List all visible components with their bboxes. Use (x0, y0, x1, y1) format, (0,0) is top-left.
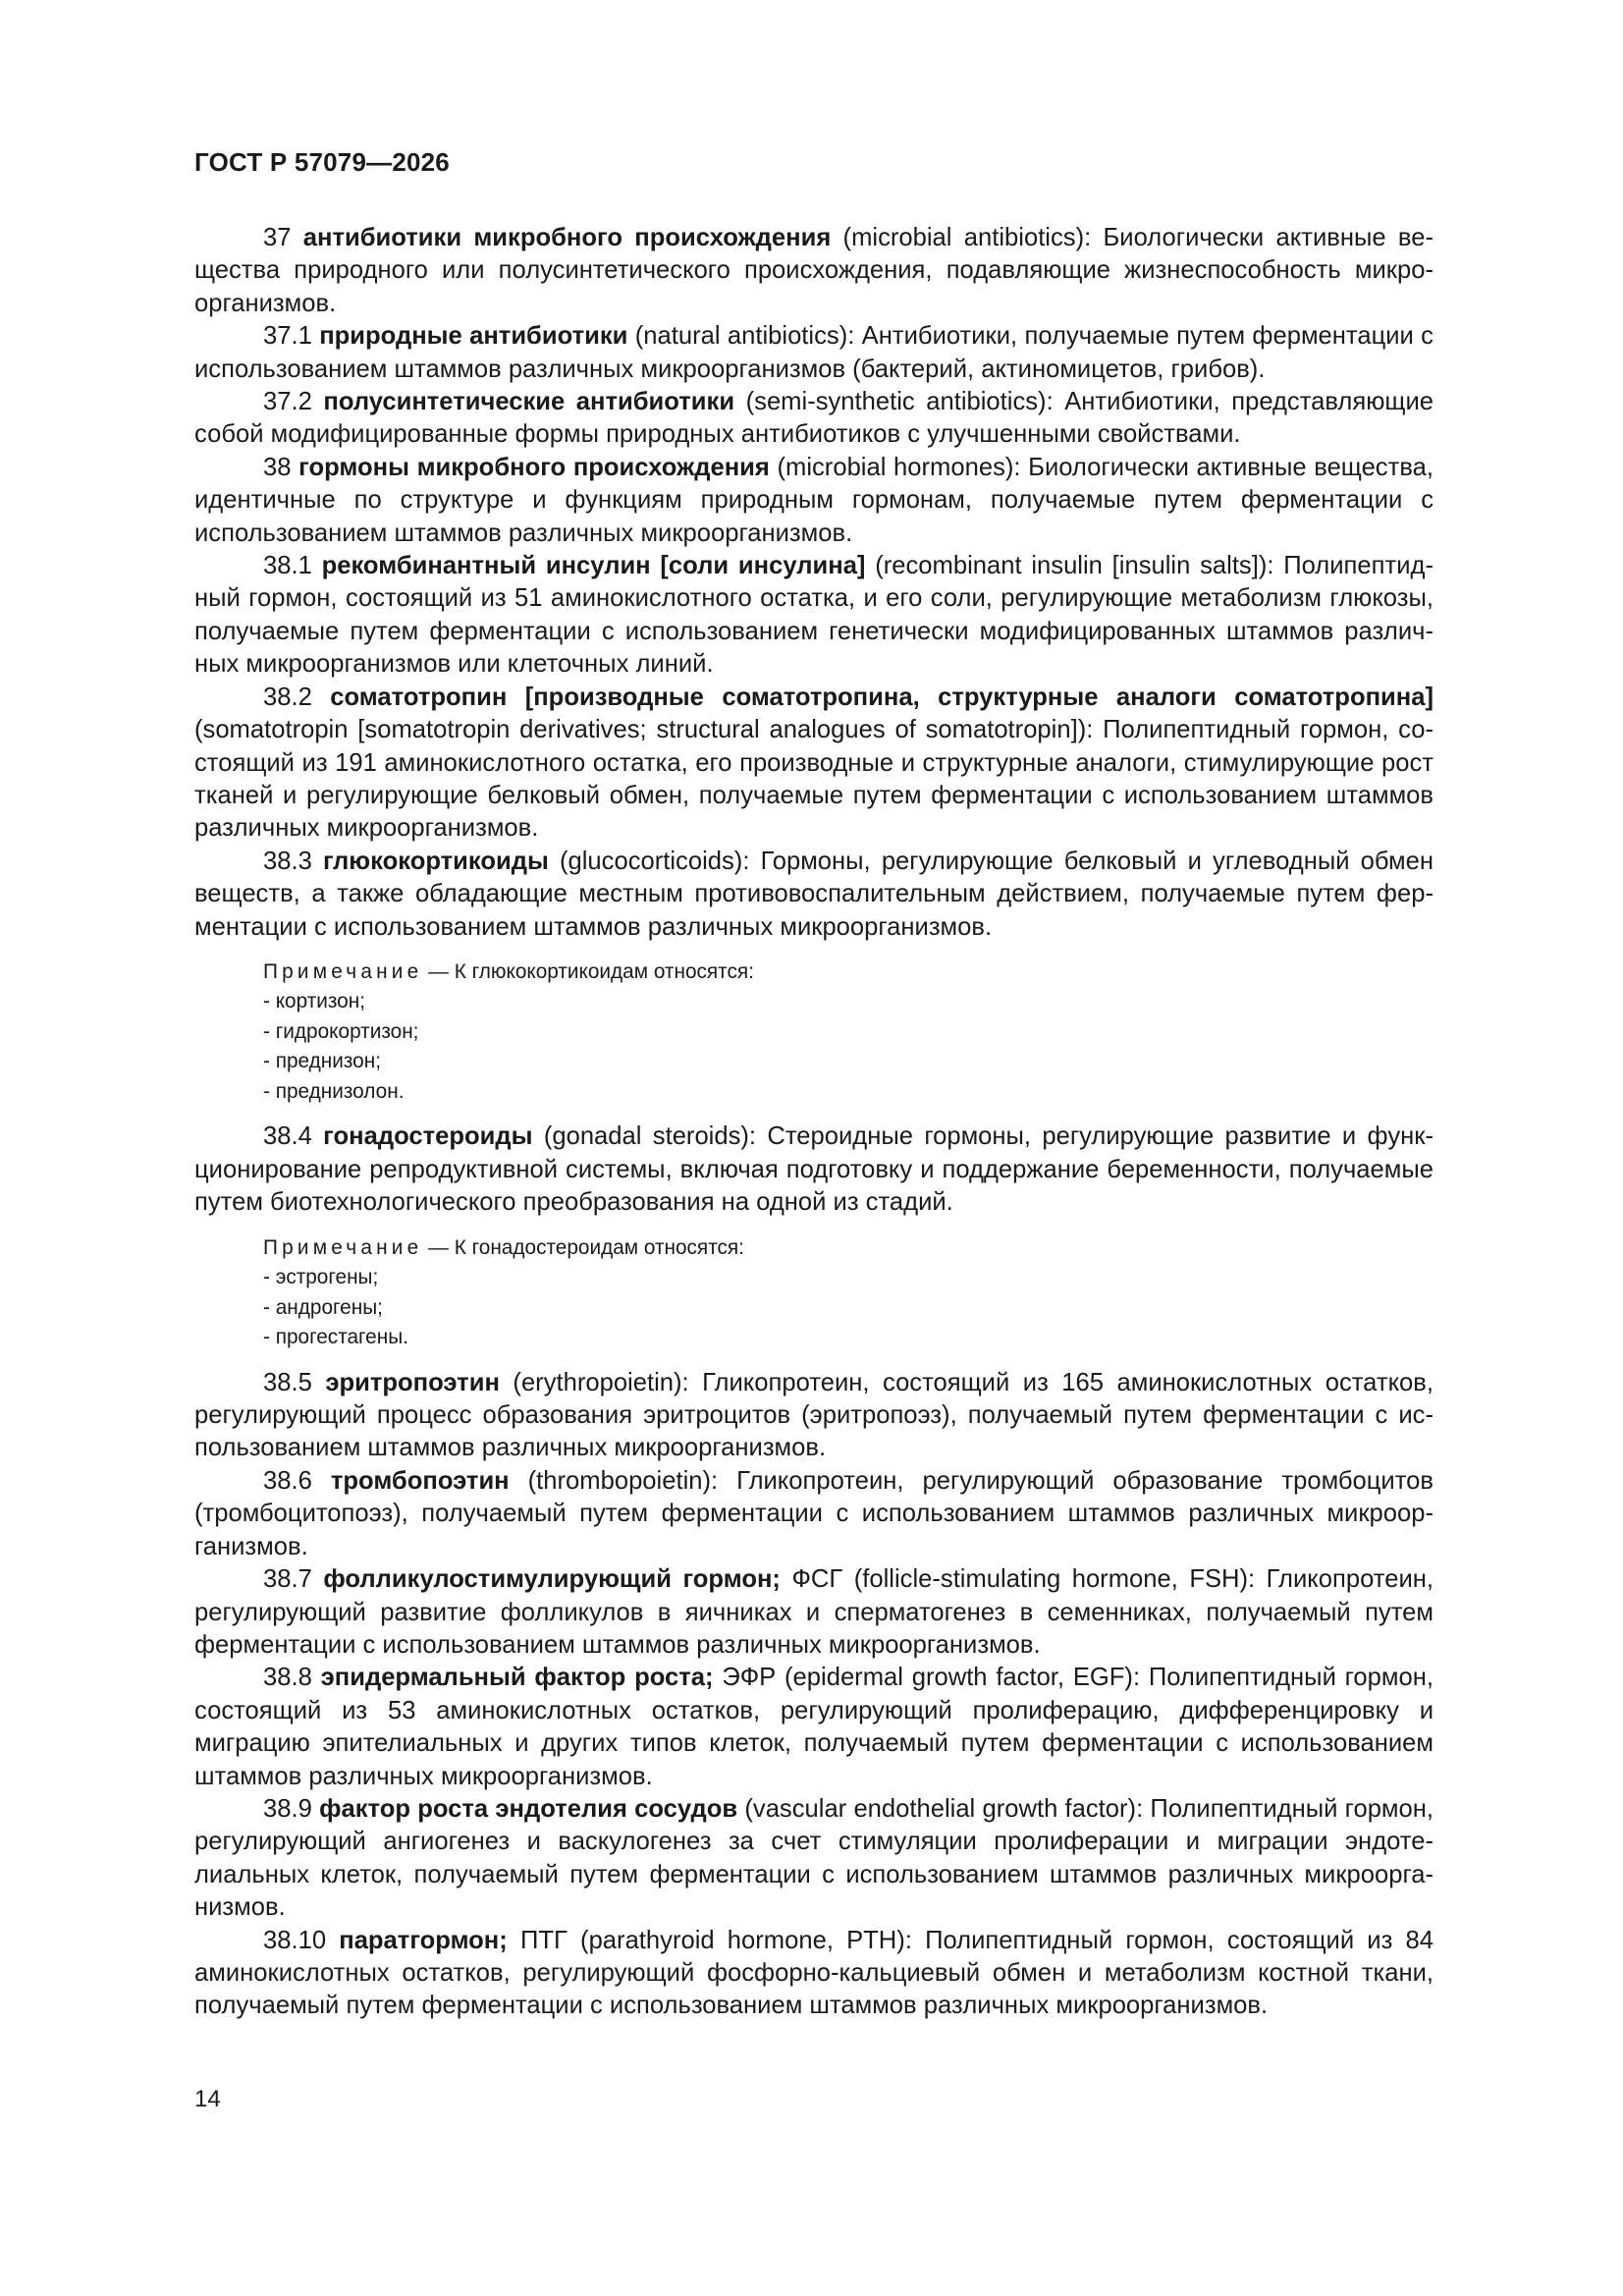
standard-header: ГОСТ Р 57079—2026 (194, 147, 450, 177)
entry-definition: (thrombopoietin): Гликопротеин, регулирующий образование тромбоцитов (тромбоцитопоэз), получаемый путем ферментации с использованием штаммов различных микроорганизмов. (194, 1466, 1434, 1560)
note-heading (263, 957, 1434, 988)
entry-number: 38.2 (263, 683, 312, 711)
entry-definition: (microbial antibiotics): Биологически активные вещества природного или полусинтетического происхождения, подавляющие жизнеспособность микроорганизмов. (194, 224, 1434, 317)
term-entry-38-9 (194, 1793, 1434, 1925)
entry-definition: (erythropoietin): Гликопротеин, состоящий из 165 аминокислотных остатков, регулирующий процесс образования эритроцитов (эритропоэз), получаемый путем ферментации с использованием штаммов различных микроорганизмов. (194, 1368, 1434, 1462)
term-entry-37-2 (194, 386, 1434, 452)
term-entry-38-8 (194, 1662, 1434, 1793)
entry-term: фолликулостимулирующий гормон; (323, 1565, 781, 1594)
note-list-item: - гидрокортизон; (263, 1019, 419, 1043)
document-body (194, 222, 1434, 2023)
entry-definition: (somatotropin [somatotropin derivatives; structural analogues of somatotropin]): Полипептидный гормон, состоящий из 191 аминокислотного остатка, его производные и структурные аналоги, стимулирующие рост тканей и регулирующие белковый обмен, получаемые путем ферментации с использованием штаммов различных микроорганизмов. (194, 716, 1434, 843)
term-entry-38-3 (194, 846, 1434, 944)
note-gonadal-steroids (263, 1233, 1434, 1353)
note-list-item: - андрогены; (263, 1295, 383, 1319)
note-list-item: - преднизолон. (263, 1079, 405, 1103)
entry-term: природные антибиотики (319, 322, 628, 351)
note-heading (263, 1233, 1434, 1264)
term-entry-38-4 (194, 1121, 1434, 1219)
entry-number: 37 (263, 224, 292, 251)
entry-term: эпидермальный фактор роста; (320, 1664, 714, 1692)
term-entry-38-5 (194, 1367, 1434, 1465)
entry-number: 38.10 (263, 1926, 327, 1954)
term-entry-38-7 (194, 1563, 1434, 1662)
entry-number: 37.1 (263, 322, 312, 351)
entry-term: эритропоэтин (325, 1368, 500, 1396)
entry-term: гормоны микробного происхождения (298, 453, 770, 481)
entry-term: полусинтетические антибиотики (323, 388, 735, 416)
entry-definition: (vascular endothelial growth factor): Полипептидный гормон, регулирующий ангиогенез и васкулогенез за счет стимуляции пролиферации и миграции эндотелиальных клеток, получаемый путем ферментации с использованием штаммов различных микроорганизмов. (194, 1794, 1434, 1922)
entry-number: 37.2 (263, 388, 312, 416)
entry-term: тромбопоэтин (330, 1466, 510, 1495)
entry-definition: (microbial hormones): Биологически активные вещества, идентичные по структуре и функциям природным гормонам, получаемые путем ферментации с использованием штаммов различных микроорганизмов. (194, 453, 1434, 547)
term-entry-38 (194, 452, 1434, 550)
entry-number: 38.8 (263, 1664, 312, 1692)
entry-definition: (glucocorticoids): Гормоны, регулирующие белковый и углеводный обмен веществ, а также обладающие местным противовоспалительным действием, получаемые путем ферментации с использованием штаммов различных микроорганизмов. (194, 847, 1434, 941)
entry-term: антибиотики микробного происхождения (302, 224, 832, 251)
entry-term: соматотропин [производные соматотропина, структурные аналоги соматотропина] (330, 683, 1434, 711)
note-list-item: - преднизон; (263, 1050, 382, 1073)
entry-definition: (gonadal steroids): Стероидные гормоны, регулирующие развитие и функционирование репродуктивной системы, включая подготовку и поддержание беременности, получаемые путем биотехнологического преобразования на одной из стадий. (194, 1122, 1434, 1217)
note-label: Примечание (263, 1235, 423, 1259)
entry-definition: ПТГ (parathyroid hormone, PTH): Полипептидный гормон, состоящий из 84 аминокислотных остатков, регулирующий фосфорно-кальциевый обмен и метаболизм костной ткани, получаемый путем ферментации с использованием штаммов различных микроорганизмов. (194, 1926, 1434, 2020)
entry-definition: (natural antibiotics): Антибиотики, получаемые путем ферментации с использованием штаммов различных микроорганизмов (бактерий, актиномицетов, грибов). (194, 322, 1434, 383)
note-list-item: - кортизон; (263, 990, 365, 1013)
term-entry-37 (194, 222, 1434, 320)
page-number: 14 (194, 2086, 221, 2112)
entry-number: 38.9 (263, 1794, 312, 1823)
term-entry-38-10 (194, 1925, 1434, 2023)
entry-term: гонадостероиды (323, 1122, 533, 1151)
entry-number: 38.7 (263, 1565, 312, 1594)
note-glucocorticoids (263, 957, 1434, 1108)
term-entry-38-1 (194, 550, 1434, 682)
note-list-item: - эстрогены; (263, 1266, 379, 1289)
entry-definition: ФСГ (follicle-stimulating hormone, FSH): Гликопротеин, регулирующий развитие фолликулов в яичниках и сперматогенез в семенниках, получаемый путем ферментации с использованием штаммов различных микроорганизмов. (194, 1565, 1434, 1659)
entry-number: 38.1 (263, 552, 312, 580)
entry-number: 38 (263, 453, 292, 481)
note-label: Примечание (263, 959, 423, 983)
entry-definition: ЭФР (epidermal growth factor, EGF): Полипептидный гормон, состоящий из 53 аминокислотных остатков, регулирующий пролиферацию, дифференцировку и миграцию эпителиальных и других типов клеток, получаемый путем ферментации с использованием штаммов различных микроорганизмов. (194, 1664, 1434, 1790)
term-entry-38-2 (194, 682, 1434, 846)
entry-term: глюкокортикоиды (322, 847, 549, 875)
entry-number: 38.5 (263, 1368, 312, 1396)
entry-definition: (recombinant insulin [insulin salts]): Полипептидный гормон, состоящий из 51 аминокислотного остатка, и его соли, регулирующие метаболизм глюкозы, получаемые путем ферментации с использованием генетически модифицированных штаммов различных микроорганизмов или клеточных линий. (194, 552, 1434, 679)
note-list-item: - прогестагены. (263, 1326, 408, 1349)
entry-number: 38.4 (263, 1122, 312, 1151)
entry-term: паратгормон; (339, 1926, 508, 1954)
term-entry-37-1 (194, 320, 1434, 386)
note-text: — К гонадостероидам относятся: (422, 1235, 744, 1259)
entry-term: рекомбинантный инсулин [соли инсулина] (321, 552, 866, 580)
entry-term: фактор роста эндотелия сосудов (319, 1794, 738, 1823)
term-entry-38-6 (194, 1465, 1434, 1563)
entry-number: 38.3 (263, 847, 312, 875)
entry-number: 38.6 (263, 1466, 312, 1495)
entry-definition: (semi-synthetic antibiotics): Антибиотики, представляющие собой модифицированные формы природных антибиотиков с улучшенными свойствами. (194, 388, 1434, 449)
note-text: — К глюкокортикоидам относятся: (422, 959, 754, 983)
